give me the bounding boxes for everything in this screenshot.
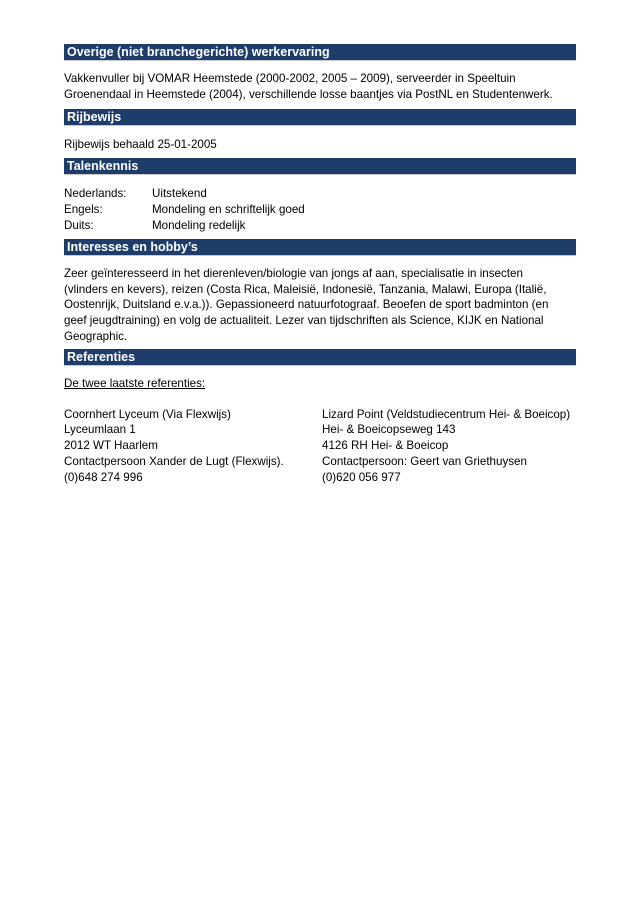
language-row (64, 202, 576, 218)
interesses-line-4: geef jeugdtraining) en volg de actualiteit. Lezer van tijdschriften als Science, KIJK en National (64, 314, 544, 328)
section-header-rijbewijs: Rijbewijs (64, 109, 576, 126)
section-header-referenties: Referenties (64, 349, 576, 366)
section-header-talenkennis: Talenkennis (64, 158, 576, 175)
rijbewijs-text: Rijbewijs behaald 25-01-2005 (64, 137, 217, 151)
section-header-interesses: Interesses en hobby’s (64, 239, 576, 256)
language-level: Mondeling en schriftelijk goed (152, 203, 305, 217)
overige-line-2: Groenendaal in Heemstede (2004), verschillende losse baantjes via PostNL en Studentenwerk. (64, 87, 553, 101)
language-name: Engels: (64, 203, 103, 217)
interesses-line-1: Zeer geïnteresseerd in het dierenleven/biologie van jongs af aan, specialisatie in insecten (64, 266, 523, 280)
reference-line (64, 470, 576, 486)
language-row (64, 218, 576, 234)
reference-left-contact: Contactpersoon Xander de Lugt (Flexwijs). (64, 454, 284, 468)
language-level: Mondeling redelijk (152, 218, 246, 232)
language-level: Uitstekend (152, 187, 207, 201)
interesses-line-5: Geographic. (64, 329, 128, 343)
reference-line (64, 438, 576, 454)
reference-left-city: 2012 WT Haarlem (64, 439, 158, 453)
interesses-line-2: (vlinders en kevers), reizen (Costa Rica, Maleisië, Indonesië, Tanzania, Malawi, Europa (Italië, (64, 282, 547, 296)
reference-line (64, 407, 576, 423)
cv-page (64, 44, 576, 486)
section-header-overige-werkervaring: Overige (niet branchegerichte) werkervaring (64, 44, 576, 61)
reference-line (64, 454, 576, 470)
language-name: Nederlands: (64, 187, 127, 201)
reference-right-contact: Contactpersoon: Geert van Griethuysen (322, 454, 527, 468)
reference-left-phone: (0)648 274 996 (64, 470, 143, 484)
referenties-intro: De twee laatste referenties: (64, 376, 206, 390)
reference-right-address: Hei- & Boeicopseweg 143 (322, 423, 456, 437)
reference-left-name: Coornhert Lyceum (Via Flexwijs) (64, 407, 231, 421)
language-row (64, 186, 576, 202)
overige-line-1: Vakkenvuller bij VOMAR Heemstede (2000-2002, 2005 – 2009), serveerder in Speeltuin (64, 72, 516, 85)
reference-line (64, 422, 576, 438)
reference-left-address: Lyceumlaan 1 (64, 423, 136, 437)
language-name: Duits: (64, 218, 94, 232)
reference-right-name: Lizard Point (Veldstudiecentrum Hei- & Boeicop) (322, 407, 571, 421)
reference-right-city: 4126 RH Hei- & Boeicop (322, 439, 449, 453)
reference-right-phone: (0)620 056 977 (322, 470, 401, 484)
interesses-line-3: Oostenrijk, Duitsland e.v.a.)). Gepassioneerd natuurfotograaf. Beoefen de sport badminton (en (64, 298, 549, 312)
